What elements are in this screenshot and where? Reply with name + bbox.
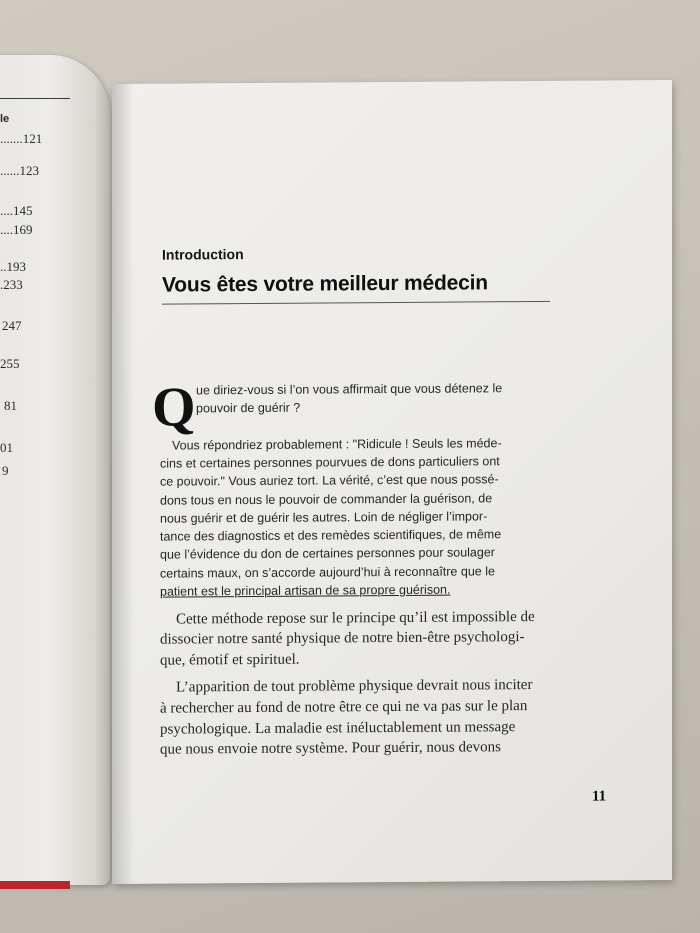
paragraph-line: cins et certaines personnes pourvues de dons particuliers ont [160,454,500,471]
paragraph-line: que nous envoie notre système. Pour guérir, nous devons [160,739,502,758]
toc-entry: ......123 [0,163,39,178]
toc-rule [0,98,70,99]
toc-entry: 255 [0,356,20,371]
paragraph-line: ue diriez-vous si l’on vous affirmait que vous détenez le [196,381,503,398]
paragraph-line: tance des diagnostics et des remèdes scientifiques, de même [160,527,502,544]
toc-entry: .......121 [0,131,43,146]
chapter-title: Vous êtes votre meilleur médecin [162,271,488,297]
page-gutter-shadow [112,84,134,884]
toc-entry: 9 [2,463,9,478]
toc-entry: 81 [4,398,17,413]
toc-entry: 247 [2,318,22,333]
paragraph-line: que, émotif et spirituel. [160,651,300,669]
underlined-key-sentence: patient est le principal artisan de sa propre guérison. [160,582,451,599]
paragraph-line: ce pouvoir." Vous auriez tort. La vérité, c’est que nous possé- [160,472,499,489]
paragraph-line: pouvoir de guérir ? [196,400,301,416]
paragraph-line: Vous répondriez probablement : "Ridicule ! Seuls les méde- [172,436,502,453]
paragraph-line: L’apparition de tout problème physique devrait nous inciter [176,677,533,696]
drop-cap: Q [152,376,196,439]
paragraph-line: Cette méthode repose sur le principe qu’il est impossible de [176,609,535,628]
toc-entry: ....145 [0,203,33,218]
paragraph-line: à rechercher au fond de notre être ce qui ne va pas sur le plan [160,698,528,717]
paragraph-line: certains maux, on s’accorde aujourd’hui à reconnaître que le [160,564,495,581]
page-number: 11 [592,788,607,805]
toc-entry: 01 [0,440,13,455]
paragraph-line: que l’évidence du don de certaines personnes pour soulager [160,545,495,562]
toc-header-fragment: le [0,113,10,125]
right-page [112,80,672,884]
toc-entry: .233 [0,277,23,292]
left-page [0,55,110,885]
paragraph-line: dissocier notre santé physique de notre bien-être psychologi- [160,629,525,648]
toc-entry: ..193 [0,259,26,274]
book-cover-edge [0,881,70,889]
toc-entry: ....169 [0,222,33,237]
chapter-kicker: Introduction [162,246,244,263]
title-rule [162,301,550,305]
paragraph-line: nous guérir et de guérir les autres. Loin de négliger l’impor- [160,509,488,526]
paragraph-line: psychologique. La maladie est inéluctablement un message [160,719,516,738]
paragraph-line: dons tous en nous le pouvoir de commander la guérison, de [160,491,493,508]
